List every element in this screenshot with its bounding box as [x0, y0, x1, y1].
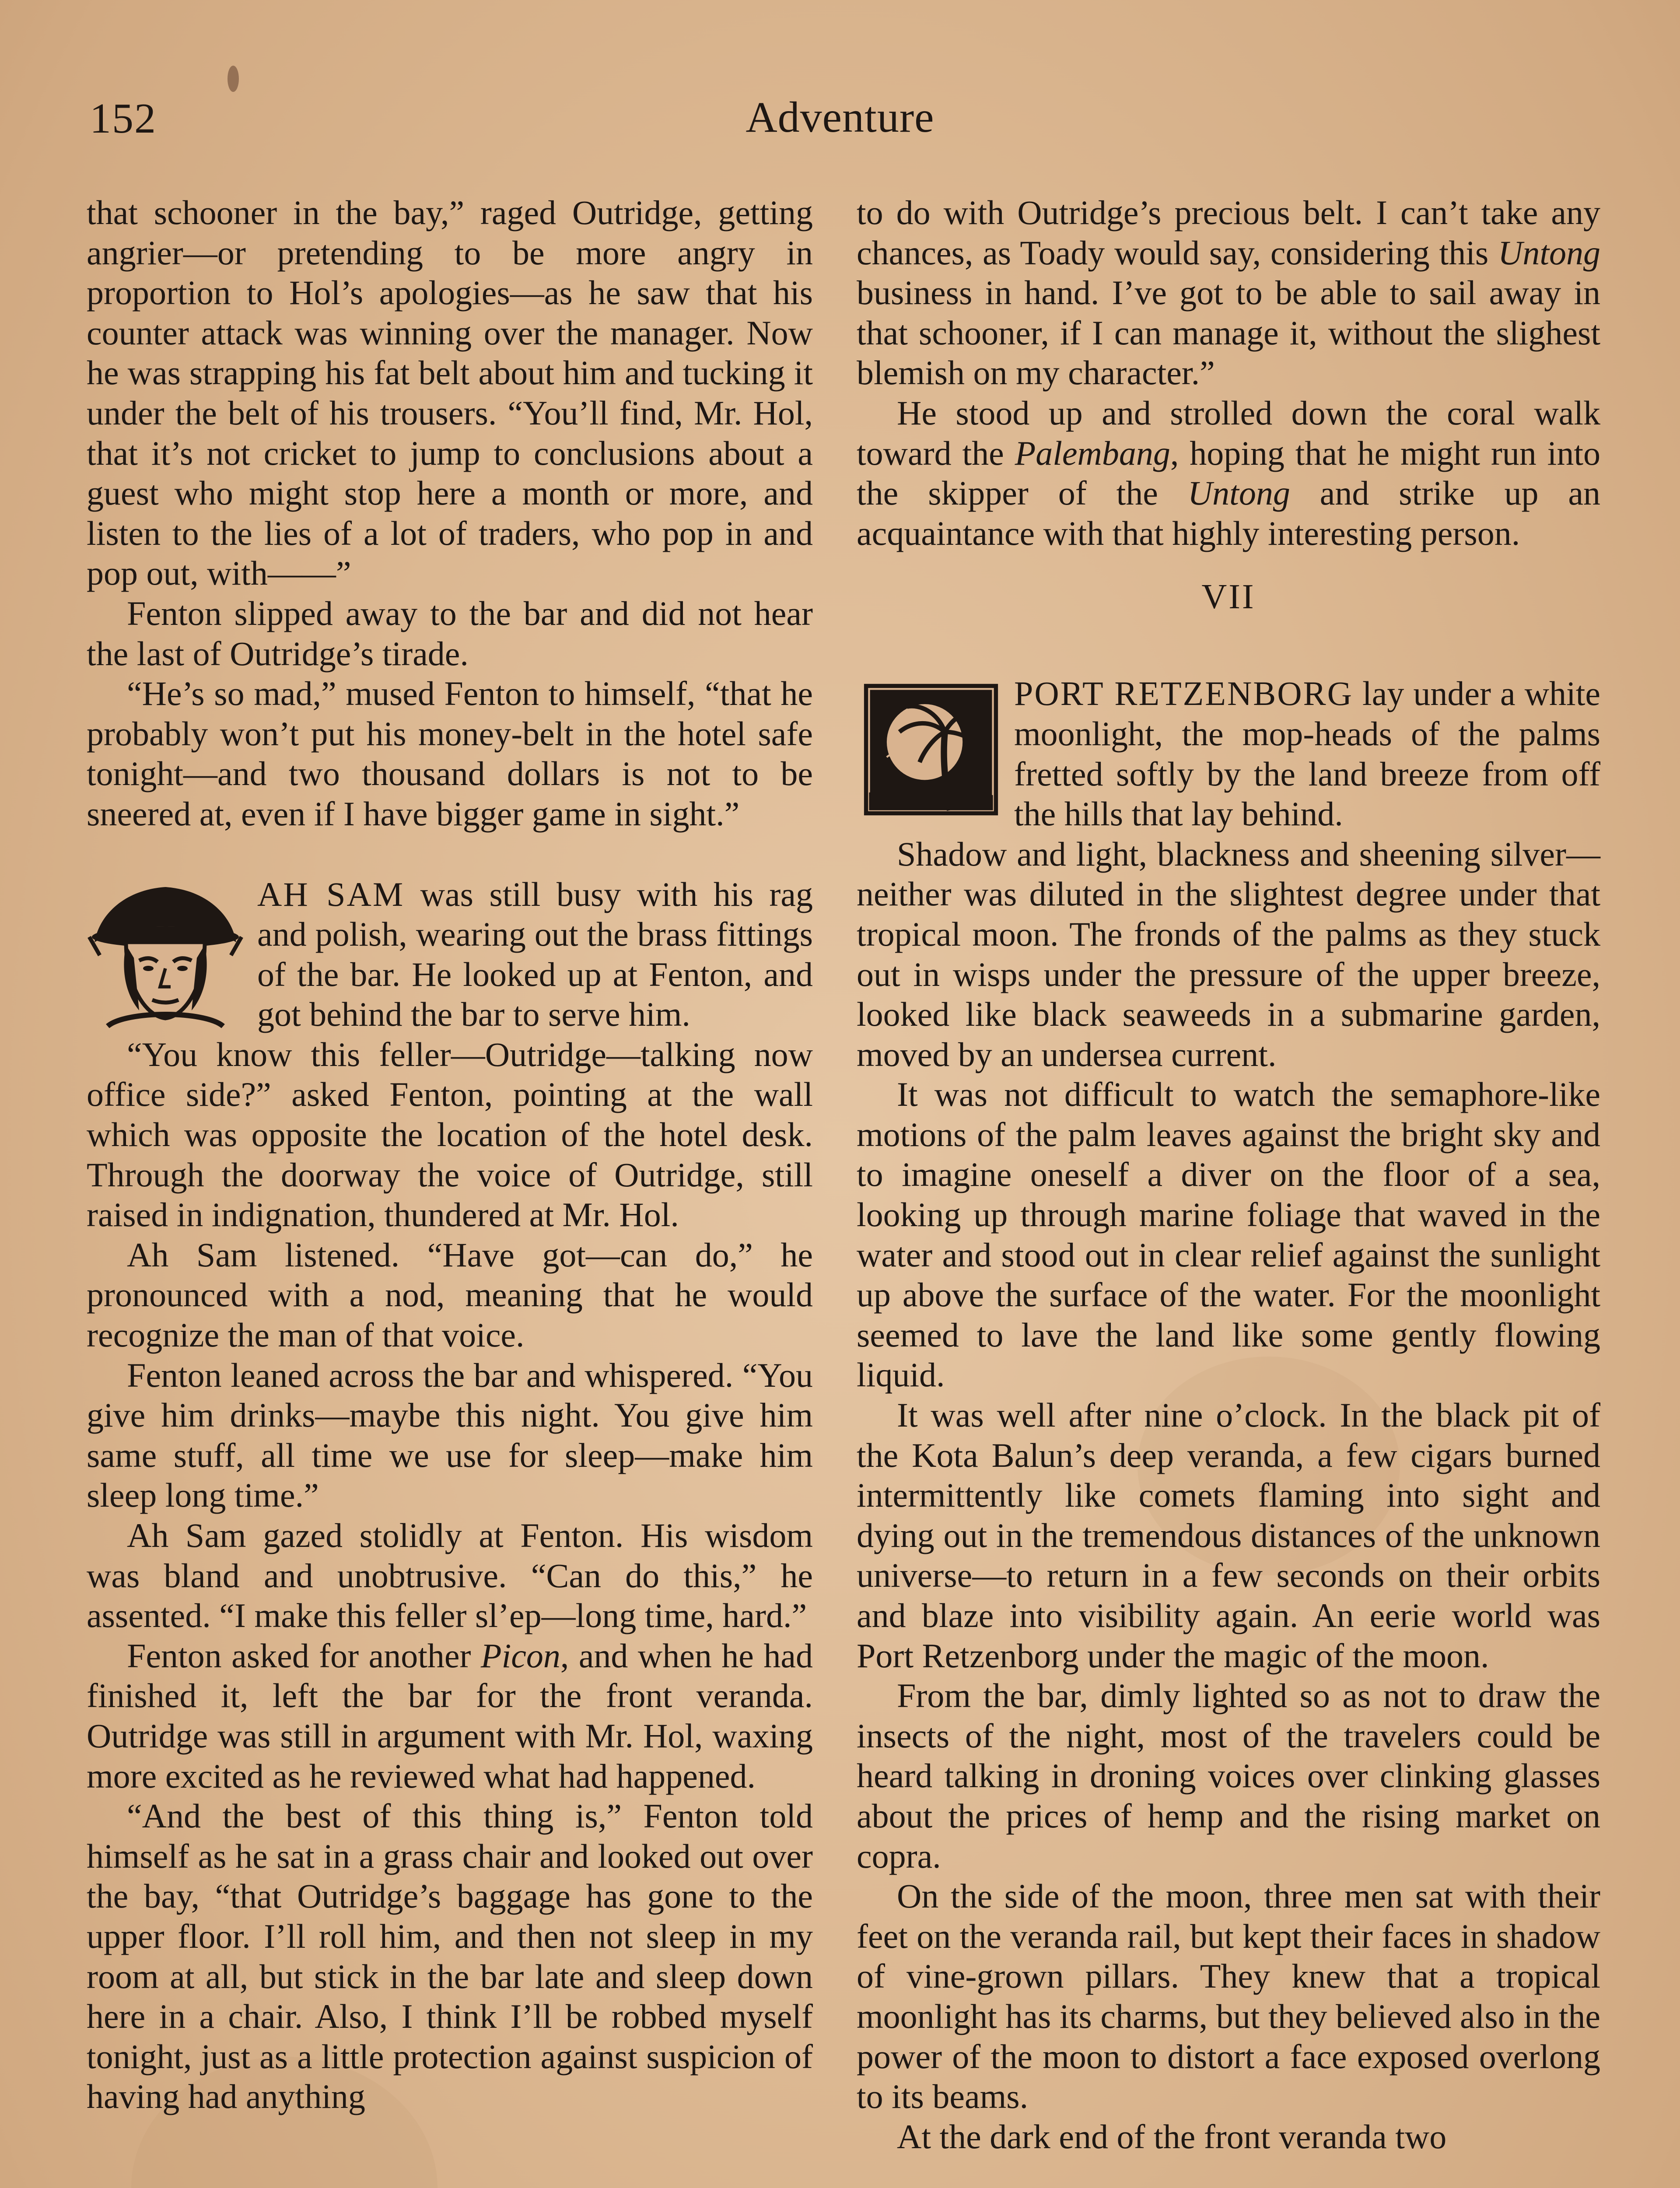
paragraph-text: , hoping that he might run into the skipper of the: [857, 434, 1600, 512]
section-break: [87, 834, 813, 874]
paragraph-text: was still busy with his rag and polish, wearing out the brass fittings of the bar. He looked up at Fenton, and got behind the bar to serve him.: [257, 875, 813, 1034]
paragraph: Ah Sam listened. “Have got—can do,” he pronounced with a nod, meaning that he would recognize the man of that voice.: [87, 1235, 813, 1354]
running-head: Adventure: [746, 93, 934, 141]
paragraph: [87, 1636, 813, 1796]
lead-caps: AH SAM: [257, 875, 405, 913]
illustrated-paragraph: [857, 673, 1600, 834]
emphasis: Untong: [1187, 474, 1290, 512]
paragraph: “He’s so mad,” mused Fenton to himself, “that he probably won’t put his money-belt in the hotel safe tonight—and two thousand dollars is not to be sneered at, even if I have bigger game in sight.”: [87, 674, 813, 833]
paragraph-text: to do with Outridge’s precious belt. I can’t take any chances, as Toady would say, considering this: [857, 193, 1600, 272]
paragraph-text: , and when he had finished it, left the bar for the front veranda. Outridge was still in argument with Mr. Hol, waxing more excited as he reviewed what had happened.: [87, 1636, 813, 1795]
right-column: [857, 193, 1600, 2156]
emphasis: Picon: [480, 1636, 560, 1675]
paragraph-text: Fenton asked for another: [127, 1636, 481, 1675]
emphasis: Palembang: [1015, 434, 1170, 472]
paragraph-text: and strike up an acquaintance with that highly interesting person.: [857, 474, 1600, 552]
paragraph: On the side of the moon, three men sat with their feet on the veranda rail, but kept their faces in shadow of vine-grown pillars. They knew that a tropical moonlight has its charms, but they believed also in the power of the moon to distort a face exposed overlong to its beams.: [857, 1877, 1600, 2116]
left-column: [87, 193, 813, 2117]
paragraph: [857, 393, 1600, 553]
paragraph: [857, 193, 1600, 393]
moonlit-palm-icon: [861, 681, 1001, 818]
paragraph: Shadow and light, blackness and sheening silver—neither was diluted in the slightest degree under that tropical moon. The fronds of the palms as they stuck out in wisps under the pressure of the upper breeze, looked like black seaweeds in a submarine garden, moved by an undersea current.: [857, 835, 1600, 1073]
paragraph: Fenton leaned across the bar and whispered. “You give him drinks—maybe this night. You give him same stuff, all time we use for sleep—make him sleep long time.”: [87, 1356, 813, 1515]
emphasis: Untong: [1498, 233, 1600, 272]
paragraph: It was well after nine o’clock. In the black pit of the Kota Balun’s deep veranda, a few cigars burned intermittently like comets flaming into sight and dying out in the tremendous distances of the unknown universe—to return in a few seconds on their orbits and blaze into visibility again. An eerie world was Port Retzenborg under the magic of the moon.: [857, 1396, 1600, 1675]
section-heading: VII: [1201, 578, 1256, 617]
paragraph: “You know this feller—Outridge—talking now office side?” asked Fenton, pointing at the wall which was opposite the location of the hotel desk. Through the doorway the voice of Outridge, still raised in indignation, thundered at Mr. Hol.: [87, 1035, 813, 1234]
paragraph: “And the best of this thing is,” Fenton told himself as he sat in a grass chair and looked out over the bay, “that Outridge’s baggage has gone to the upper floor. I’ll roll him, and then not sleep in my room at all, but stick in the bar late and sleep down here in a chair. Also, I think I’ll be robbed myself tonight, just as a little protection against suspicion of having had anything: [87, 1797, 813, 2116]
paragraph: Ah Sam gazed stolidly at Fenton. His wisdom was bland and unobtrusive. “Can do this,” he assented. “I make this feller sl’ep—long time, hard.”: [87, 1516, 813, 1635]
paragraph-text: business in hand. I’ve got to be able to sail away in that schooner, if I can manage it, without the slighest blemish on my character.”: [857, 274, 1600, 392]
paragraph-text: lay under a white moonlight, the mop-heads of the palms fretted softly by the land breeze from off the hills that lay behind.: [1014, 674, 1600, 833]
page-number: 152: [90, 95, 157, 142]
paragraph-text: He stood up and strolled down the coral walk toward the: [857, 393, 1600, 472]
ink-fleck: [228, 66, 239, 92]
paragraph: At the dark end of the front veranda two: [897, 2117, 1447, 2156]
paragraph: It was not difficult to watch the semaphore-like motions of the palm leaves against the bright sky and to imagine oneself a diver on the floor of a sea, looking up through marine foliage that waved in the water and stood out in clear relief against the sunlight up above the surface of the water. For the moonlight seemed to lave the land like some gently flowing liquid.: [857, 1075, 1600, 1394]
paragraph: From the bar, dimly lighted so as not to draw the insects of the night, most of the travelers could be heard talking in droning voices over clinking glasses about the prices of hemp and the rising market on copra.: [857, 1676, 1600, 1875]
ah-sam-portrait-icon: [87, 879, 244, 1032]
lead-caps: PORT RETZENBORG: [1014, 674, 1353, 713]
paragraph: that schooner in the bay,” raged Outridge, getting angrier—or pretending to be more angry in proportion to Hol’s apologies—as he saw that his counter attack was winning over the manager. Now he was strapping his fat belt about him and tucking it under the belt of his trousers. “You’ll find, Mr. Hol, that it’s not cricket to jump to conclusions about a guest who might stop here a month or more, and listen to the lies of a lot of traders, who pop in and pop out, with——”: [87, 193, 813, 593]
paragraph: Fenton slipped away to the bar and did not hear the last of Outridge’s tirade.: [87, 594, 813, 673]
illustrated-paragraph: [87, 874, 813, 1034]
